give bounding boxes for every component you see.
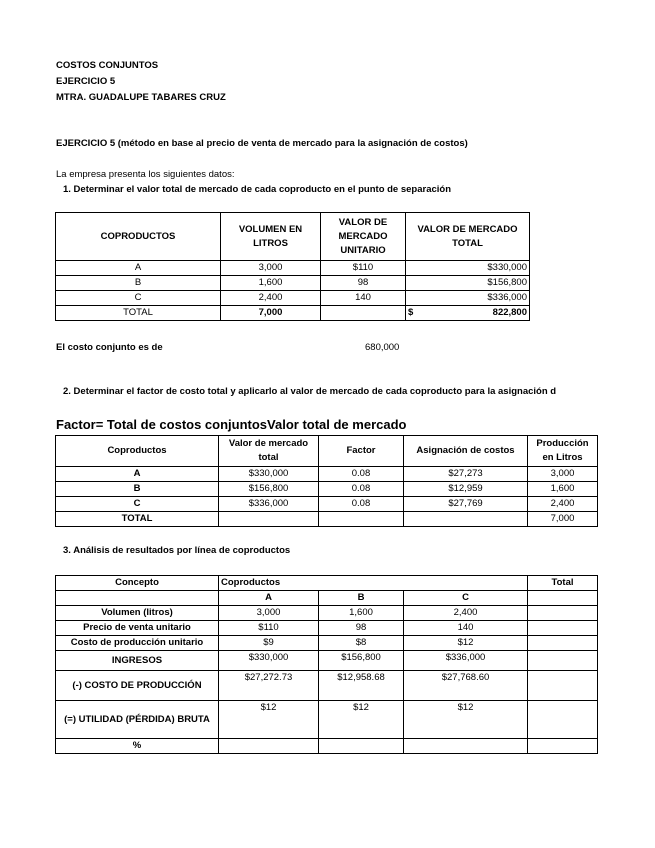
total-label: TOTAL [56, 512, 219, 527]
cell: 3,000 [528, 467, 598, 482]
cell: $156,800 [219, 482, 319, 497]
cell: B [56, 276, 221, 291]
cell-empty [219, 512, 319, 527]
col-header-market-value: Valor de mercado total [219, 436, 319, 467]
cell: 0.08 [319, 482, 404, 497]
cell: $12 [404, 636, 528, 651]
total-volume: 7,000 [221, 306, 321, 321]
sub-header-c: C [404, 591, 528, 606]
cell: 2,400 [404, 606, 528, 621]
cell-empty [404, 512, 528, 527]
cell: $110 [321, 261, 406, 276]
header-teacher: MTRA. GUADALUPE TABARES CRUZ [56, 92, 226, 103]
cell: 1,600 [221, 276, 321, 291]
table-row [56, 739, 598, 754]
results-analysis-table [55, 575, 598, 754]
col-header-coproducts: COPRODUCTOS [56, 213, 221, 261]
col-header-coproducts: Coproductos [219, 576, 528, 591]
factor-formula: Factor= Total de costos conjuntosValor total de mercado [56, 417, 407, 432]
row-label: (=) UTILIDAD (PÉRDIDA) BRUTA [56, 701, 219, 739]
cell: $330,000 [219, 651, 319, 671]
cell: $336,000 [406, 291, 530, 306]
cell: $27,768.60 [404, 671, 528, 701]
cell: $27,273 [404, 467, 528, 482]
cell: $156,800 [406, 276, 530, 291]
cell-empty [528, 621, 598, 636]
table-row [56, 671, 598, 701]
col-header-total: Total [528, 576, 598, 591]
row-label: Precio de venta unitario [56, 621, 219, 636]
col-header-volume: VOLUMEN EN LITROS [221, 213, 321, 261]
cell: 2,400 [528, 497, 598, 512]
cell: $336,000 [219, 497, 319, 512]
cell: A [56, 467, 219, 482]
cell-empty [528, 636, 598, 651]
cell: B [56, 482, 219, 497]
table-row [56, 606, 598, 621]
cell-empty [528, 701, 598, 739]
step2-title: 2. Determinar el factor de costo total y aplicarlo al valor de mercado de cada coproducto para la asignación d [63, 386, 557, 397]
table-row [56, 467, 598, 482]
cost-allocation-table [55, 435, 598, 527]
cell-empty [319, 512, 404, 527]
cell: 3,000 [221, 261, 321, 276]
step1-title: 1. Determinar el valor total de mercado de cada coproducto en el punto de separación [63, 184, 452, 195]
row-label: % [56, 739, 219, 754]
table-row [56, 636, 598, 651]
cell [319, 739, 404, 754]
joint-cost-value: 680,000 [365, 342, 400, 353]
cell: 98 [321, 276, 406, 291]
sub-header-b: B [319, 591, 404, 606]
cell: 2,400 [221, 291, 321, 306]
table-row [56, 482, 598, 497]
cell: 1,600 [528, 482, 598, 497]
exercise-title: EJERCICIO 5 (método en base al precio de venta de mercado para la asignación de costos) [56, 138, 468, 149]
cell: $12 [219, 701, 319, 739]
row-label: (-) COSTO DE PRODUCCIÓN [56, 671, 219, 701]
cell: $12,958.68 [319, 671, 404, 701]
table-row [56, 261, 530, 276]
total-production: 7,000 [528, 512, 598, 527]
cell: C [56, 291, 221, 306]
col-header-total-value: VALOR DE MERCADO TOTAL [406, 213, 530, 261]
table-row [56, 621, 598, 636]
cell: $156,800 [319, 651, 404, 671]
cell: A [56, 261, 221, 276]
cell: $9 [219, 636, 319, 651]
col-header-factor: Factor [319, 436, 404, 467]
cell: $12 [319, 701, 404, 739]
cell: $27,769 [404, 497, 528, 512]
cell: 0.08 [319, 497, 404, 512]
sub-header-a: A [219, 591, 319, 606]
market-value-table [55, 212, 530, 321]
header-exercise: EJERCICIO 5 [56, 76, 116, 87]
cell: $12 [404, 701, 528, 739]
total-value: 822,800 [492, 307, 527, 318]
cell: 0.08 [319, 467, 404, 482]
table-row [56, 497, 598, 512]
joint-cost-label: El costo conjunto es de [56, 342, 163, 353]
total-row [56, 306, 530, 321]
table-row [56, 701, 598, 739]
cell: $12,959 [404, 482, 528, 497]
step3-title: 3. Análisis de resultados por línea de coproductos [63, 545, 291, 556]
cell: C [56, 497, 219, 512]
intro-text: La empresa presenta los siguientes datos: [56, 169, 235, 180]
col-header-concept: Concepto [56, 576, 219, 591]
cell-empty [321, 306, 406, 321]
header-course: COSTOS CONJUNTOS [56, 60, 159, 71]
col-header-coproducts: Coproductos [56, 436, 219, 467]
cell: $330,000 [219, 467, 319, 482]
table-row [56, 291, 530, 306]
total-label: TOTAL [56, 306, 221, 321]
row-label: Costo de producción unitario [56, 636, 219, 651]
table-row [56, 651, 598, 671]
cell: 98 [319, 621, 404, 636]
cell-empty [56, 591, 219, 606]
cell-empty [528, 671, 598, 701]
cell-empty [528, 739, 598, 754]
table-row [56, 276, 530, 291]
cell-empty [528, 606, 598, 621]
row-label: INGRESOS [56, 651, 219, 671]
cell: 1,600 [319, 606, 404, 621]
cell [404, 739, 528, 754]
cell: $330,000 [406, 261, 530, 276]
cell: $27,272.73 [219, 671, 319, 701]
cell: 140 [321, 291, 406, 306]
cell: $8 [319, 636, 404, 651]
cell: $110 [219, 621, 319, 636]
dollar-sign: $ [408, 307, 414, 318]
col-header-allocation: Asignación de costos [404, 436, 528, 467]
cell-empty [528, 591, 598, 606]
cell [219, 739, 319, 754]
cell: 140 [404, 621, 528, 636]
cell: $336,000 [404, 651, 528, 671]
col-header-unit-value: VALOR DE MERCADO UNITARIO [321, 213, 406, 261]
cell-empty [528, 651, 598, 671]
total-value-cell [406, 306, 530, 321]
total-row [56, 512, 598, 527]
col-header-production: Producción en Litros [528, 436, 598, 467]
cell: 3,000 [219, 606, 319, 621]
row-label: Volumen (litros) [56, 606, 219, 621]
